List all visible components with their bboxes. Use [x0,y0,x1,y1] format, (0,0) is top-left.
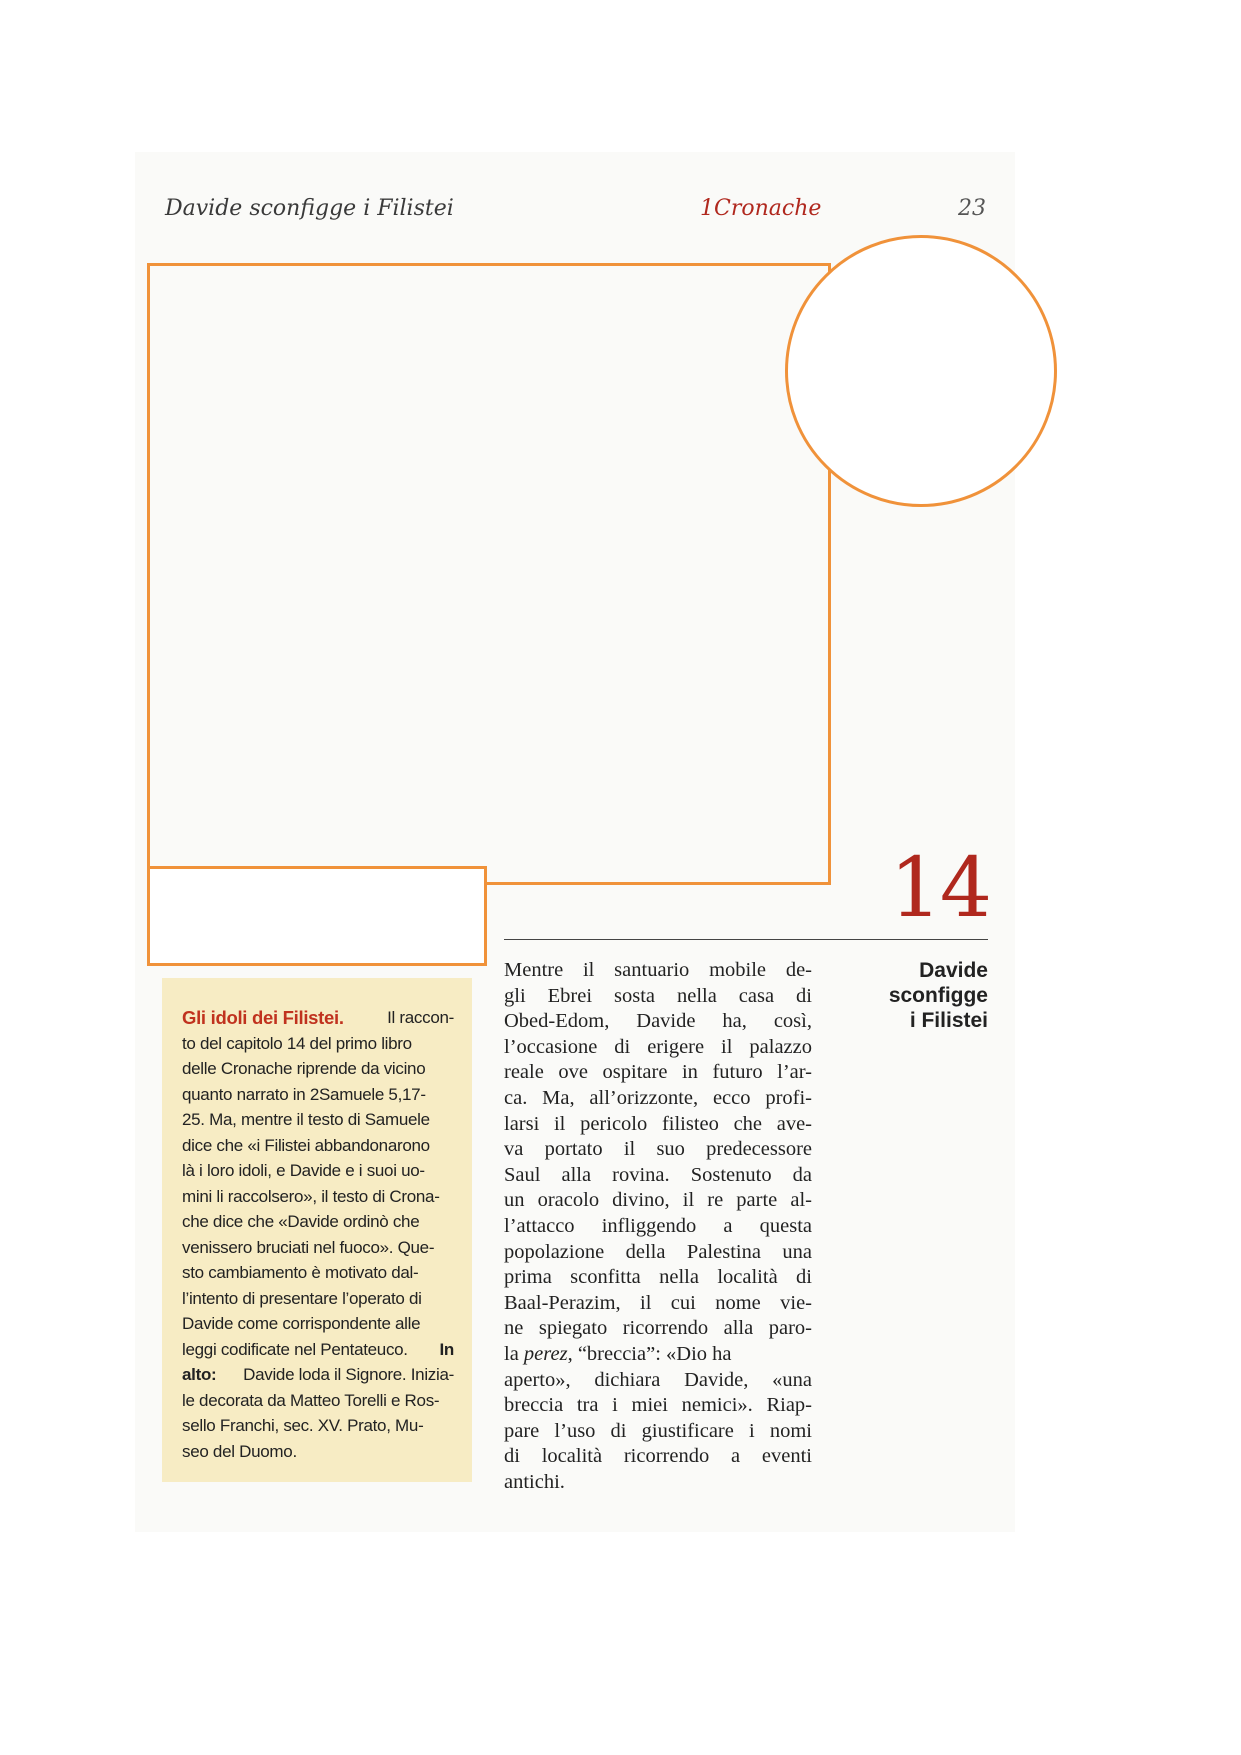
sidebar-fragment: le decorata da Matteo Torelli e Ros- [182,1390,440,1410]
sidebar-title: Gli idoli dei Filistei. [182,1007,344,1028]
image-placeholder-frame [147,263,831,885]
body-line: Mentre il santuario mobile de- [504,959,812,981]
sidebar-fragment: mini li raccolsero», il testo di Crona- [182,1186,440,1206]
sidebar-line [182,1005,454,1031]
body-line: gli Ebrei sosta nella casa di [504,984,812,1007]
body-line: aperto», dichiara Davide, «una [504,1368,812,1391]
chapter-number: 14 [889,841,990,936]
chapter-title [850,958,988,1033]
chapter-title-line: sconfigge [888,984,988,1007]
body-line: Saul alla rovina. Sostenuto da [504,1163,812,1186]
sidebar-fragment: to del capitolo 14 del primo libro [182,1033,412,1053]
sidebar-line [182,1031,454,1057]
sidebar-fragment: venissero bruciati nel fuoco». Que- [182,1237,435,1257]
sidebar-text [182,1005,454,1464]
sidebar-fragment: 25. Ma, mentre il testo di Samuele [182,1110,430,1129]
sidebar-fragment: delle Cronache riprende da vicino [182,1059,426,1078]
sidebar-line [182,1235,454,1261]
body-line: pare l’uso di giustificare i nomi [504,1419,812,1442]
body-line: reale ove ospitare in futuro l’ar- [504,1061,812,1084]
sidebar-fragment: sto cambiamento è motivato dal- [182,1263,419,1282]
sidebar-fragment: dice che «i Filistei abbandonarono [182,1135,430,1155]
body-text-fragment: la [504,1342,524,1365]
sidebar-line [182,1260,454,1286]
body-line: popolazione della Palestina una [504,1240,812,1263]
chapter-title-line: Davide [919,959,988,982]
body-line: va portato il suo predecessore [504,1138,812,1161]
body-line: breccia tra i miei nemici». Riap- [504,1394,812,1417]
sidebar-line [182,1413,454,1439]
sidebar-fragment: là i loro idoli, e Davide e i suoi uo- [182,1161,425,1180]
sidebar-fragment: quanto narrato in 2Samuele 5,17- [182,1084,426,1104]
body-line: antichi. [504,1470,565,1493]
caption-placeholder-frame [147,866,487,966]
sidebar-line [182,1158,454,1184]
sidebar-fragment: Il raccon- [387,1008,454,1027]
body-line: ne spiegato ricorrendo alla paro- [504,1317,812,1340]
chapter-rule [504,939,988,940]
body-line: Baal-Perazim, il cui nome vie- [504,1291,812,1314]
body-line: Obed-Edom, Davide ha, così, [504,1010,812,1033]
chapter-title-line: i Filistei [909,1009,988,1032]
body-line: prima sconfitta nella località di [504,1266,812,1289]
body-line: l’attacco infliggendo a questa [504,1214,812,1237]
sidebar-line [182,1286,454,1312]
running-head-title: Davide sconfigge i Filistei [165,196,454,221]
sidebar-fragment: sello Franchi, sec. XV. Prato, Mu- [182,1416,424,1435]
sidebar-line [182,1388,454,1414]
sidebar-line [182,1209,454,1235]
page-number: 23 [958,196,986,221]
body-line: ca. Ma, all’orizzonte, ecco profi- [504,1086,812,1109]
sidebar-line [182,1311,454,1337]
sidebar-line [182,1056,454,1082]
sidebar-line [182,1439,454,1465]
circle-placeholder-frame [785,235,1057,507]
body-line: l’occasione di erigere il palazzo [504,1035,812,1058]
sidebar-line [182,1082,454,1108]
body-line: di località ricorrendo a eventi [504,1445,812,1468]
body-line [504,1342,812,1368]
body-line: un oracolo divino, il re parte al- [504,1189,812,1212]
sidebar-line [182,1133,454,1159]
sidebar-bold: In [439,1339,454,1359]
body-line: larsi il pericolo filisteo che ave- [504,1112,812,1135]
sidebar-line [182,1107,454,1133]
sidebar-line [182,1337,454,1363]
sidebar-line [182,1362,454,1388]
sidebar-fragment: seo del Duomo. [182,1441,297,1461]
body-text-fragment: , “breccia”: «Dio ha [567,1342,732,1365]
sidebar-fragment: leggi codificate nel Pentateuco. [182,1339,408,1359]
sidebar-fragment: Davide loda il Signore. Inizia- [243,1365,454,1384]
sidebar-fragment: che dice che «Davide ordinò che [182,1212,420,1231]
sidebar-fragment: Davide come corrispondente alle [182,1314,421,1333]
sidebar-line [182,1184,454,1210]
running-head-book: 1Cronache [700,196,822,221]
sidebar-bold: alto: [182,1365,217,1384]
sidebar-fragment: l’intento di presentare l’operato di [182,1288,422,1308]
body-text [504,958,812,1495]
italic-word: perez [523,1342,568,1365]
